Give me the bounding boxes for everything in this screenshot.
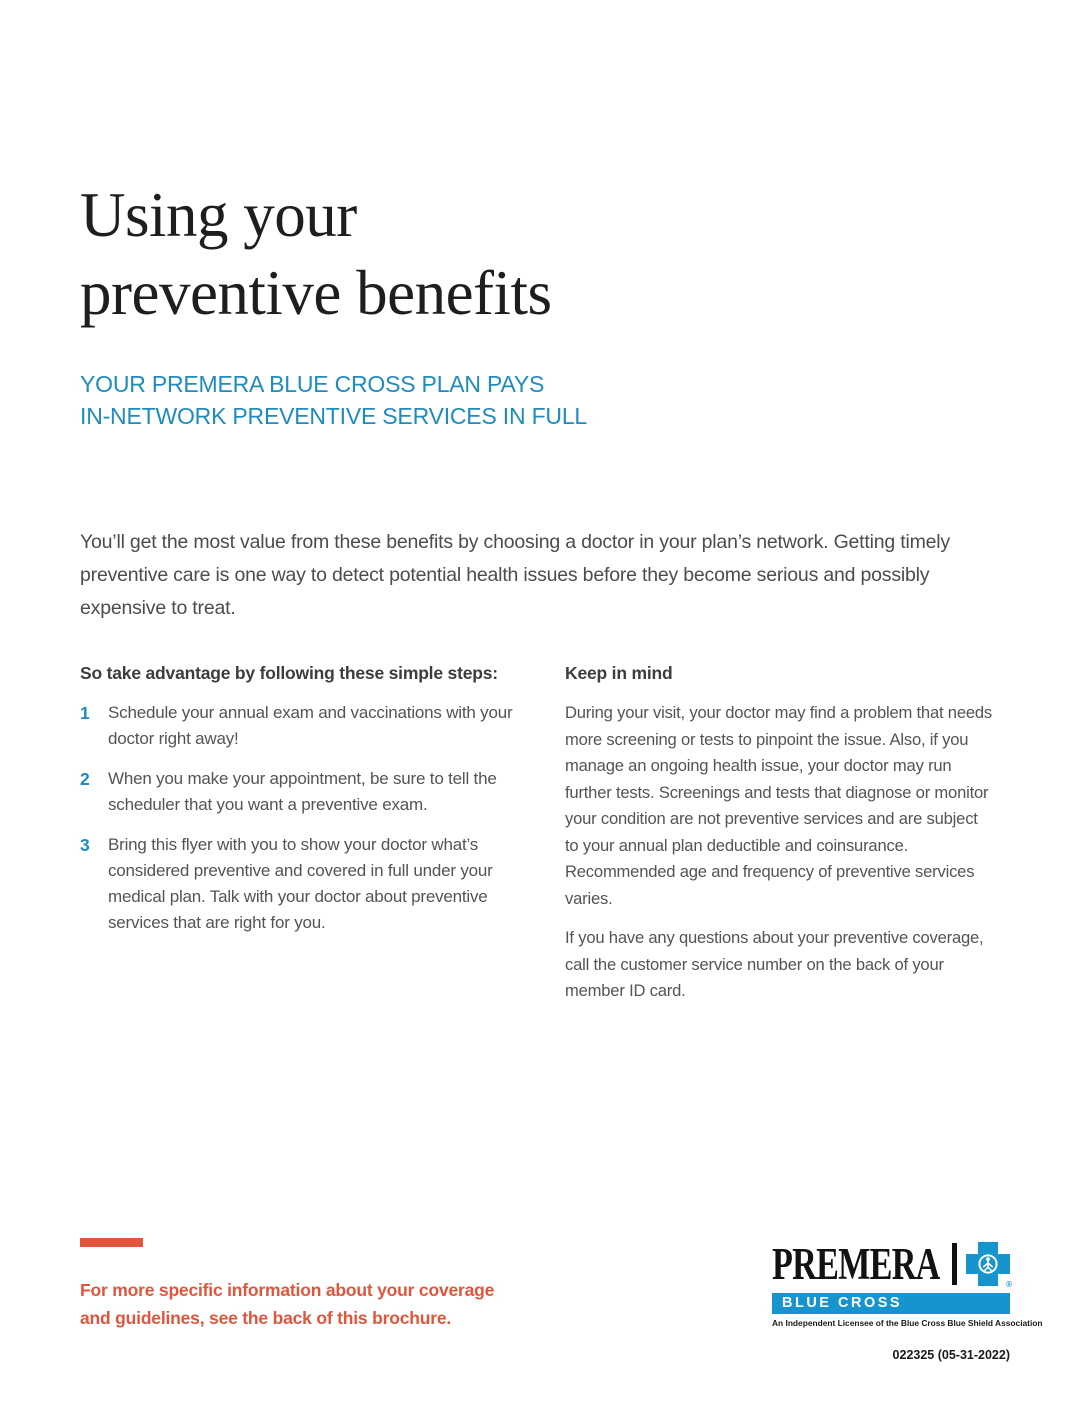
blue-cross-bar: BLUE CROSS [772,1293,1010,1314]
logo-tagline: An Independent Licensee of the Blue Cross Blue Shield Association [772,1318,1043,1328]
keep-in-mind-column [565,663,993,1018]
keep-in-mind-paragraph-1: During your visit, your doctor may find a problem that needs more screening or tests to pinpoint the issue. Also, if you manage an ongoing health issue, your doctor may run further tests. Screenings and tests that diagnose or monitor your condition are not preventive services and are subject to your annual plan deductible and coinsurance. Recommended age and frequency of preventive services varies. [565,703,993,908]
footer-accent-rule [80,1238,143,1247]
title-line-2: preventive benefits [80,258,552,328]
page-title [80,176,552,332]
footer-note: For more specific information about your coverage and guidelines, see the back of this brochure. [80,1280,495,1328]
logo-separator-bar [952,1243,957,1285]
step-number: 2 [80,769,90,789]
step-text: Bring this flyer with you to show your doctor what’s considered preventive and covered in full under your medical plan. Talk with your doctor about preventive services that are right for you. [108,835,493,932]
step-item-1 [80,700,532,752]
step-number: 3 [80,835,90,855]
logo-wordmark-row [772,1240,1010,1288]
premera-wordmark: PREMERA [772,1239,940,1289]
steps-column [80,663,532,950]
step-item-2 [80,766,532,818]
registered-trademark-icon: ® [1006,1280,1012,1289]
keep-in-mind-heading: Keep in mind [565,663,673,683]
subtitle-line-1: YOUR PREMERA BLUE CROSS PLAN PAYS [80,371,545,397]
blue-cross-icon [966,1242,1012,1289]
title-line-1: Using your [80,180,357,250]
premera-logo [772,1239,1043,1328]
step-item-3 [80,832,532,936]
subtitle-line-2: IN-NETWORK PREVENTIVE SERVICES IN FULL [80,403,588,429]
keep-in-mind-paragraph-2: If you have any questions about your preventive coverage, call the customer service number on the back of your member ID card. [565,928,984,1000]
step-text: Schedule your annual exam and vaccinations with your doctor right away! [108,703,513,748]
step-text: When you make your appointment, be sure to tell the scheduler that you want a preventive exam. [108,769,497,814]
document-number: 022325 (05-31-2022) [892,1348,1010,1362]
steps-heading: So take advantage by following these simple steps: [80,663,498,683]
subtitle [80,368,587,432]
step-number: 1 [80,703,90,723]
intro-paragraph: You’ll get the most value from these benefits by choosing a doctor in your plan’s network. Getting timely preventive care is one way to detect potential health issues before they become serious and possibly expensive to treat. [80,531,950,619]
